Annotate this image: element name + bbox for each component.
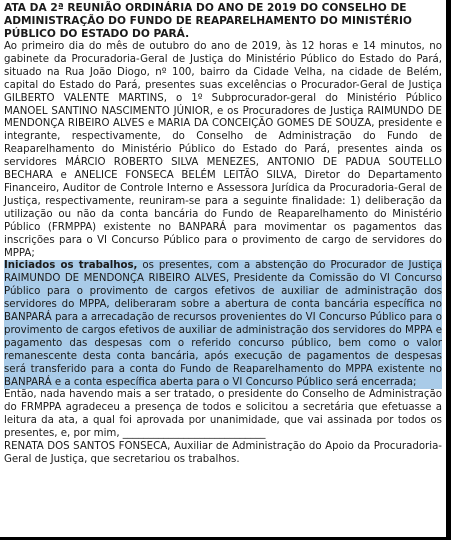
paragraph-body: os presentes, com a abstenção do Procurador de Justiça RAIMUNDO DE MENDONÇA RIBEIRO ALVES, Presidente da Comissão do VI Concurso Público para o provimento de cargos efetivos de auxiliar de administração dos servidores do MPPA, deliberaram sobre a abertura de conta bancária específica no BANPARÁ para a arrecadação de recursos provenientes do VI Concurso Público para o provimento de cargos efetivos de auxiliar de administração dos servidores do MPPA e pagamento das despesas com o referido concurso público, bem como o valor remanescente desta conta bancária, após execução de pagamentos de despesas será transferido para a conta do Fundo de Reaparelhamento do MPPA existente no BANPARÁ e a conta específica aberta para o VI Concurso Público será encerrada;	[4, 260, 442, 388]
paragraph-signature: RENATA DOS SANTOS FONSECA, Auxiliar de Administração do Apoio da Procuradoria-Geral de Justiça, que secretariou os trabalhos.	[4, 441, 442, 465]
paragraph-opening: Ao primeiro dia do mês de outubro do ano de 2019, às 12 horas e 14 minutos, no gabinete da Procuradoria-Geral de Justiça do Ministério Público do Estado do Pará, situado na Rua João Diogo, nº 100, bairro da Cidade Velha, na cidade de Belém, capital do Estado do Pará, presentes suas excelências o Procurador-Geral de Justiça GILBERTO VALENTE MARTINS, o 1º Subprocurador-geral do Ministério Público MANOEL SANTINO NASCIMENTO JÚNIOR, e os Procuradores de Justiça RAIMUNDO DE MENDONÇA RIBEIRO ALVES e MARIA DA CONCEIÇÃO GOMES DE SOUZA, presidente e integrante, respectivamente, do Conselho de Administração do Fundo de Reaparelhamento do Ministério Público do Estado do Pará, presentes ainda os servidores MÁRCIO ROBERTO SILVA MENEZES, ANTONIO DE PADUA SOUTELLO BECHARA e ANELICE FONSECA BELÉM LEITÃO SILVA, Diretor do Departamento Financeiro, Auditor de Controle Interno e Assessora Jurídica da Procuradoria-Geral de Justiça, respectivamente, reuniram-se para a seguinte finalidade: 1) deliberação da utilização ou não da conta bancária do Fundo de Reaparelhamento do Ministério Público (FRMPPA) existente no BANPARÁ para movimentar os pagamentos das inscrições para o VI Concurso Público para o provimento de cargo de servidores do MPPA;	[4, 41, 442, 259]
paragraph-closing: Então, nada havendo mais a ser tratado, o presidente do Conselho de Administração do FRMPPA agradeceu a presença de todos e solicitou a secretária que efetuasse a leitura da ata, a qual foi aprovada por unanimidade, que vai assinada por todos os presentes, e, por mim, ____________________________	[4, 389, 442, 440]
paragraph-highlighted	[4, 260, 442, 389]
paragraph-lead: Iniciados os trabalhos,	[4, 260, 138, 272]
document-title: ATA DA 2ª REUNIÃO ORDINÁRIA DO ANO DE 2019 DO CONSELHO DE ADMINISTRAÇÃO DO FUNDO DE REAPARELHAMENTO DO MINISTÉRIO PÚBLICO DO ESTADO DO PARÁ.	[4, 2, 412, 40]
